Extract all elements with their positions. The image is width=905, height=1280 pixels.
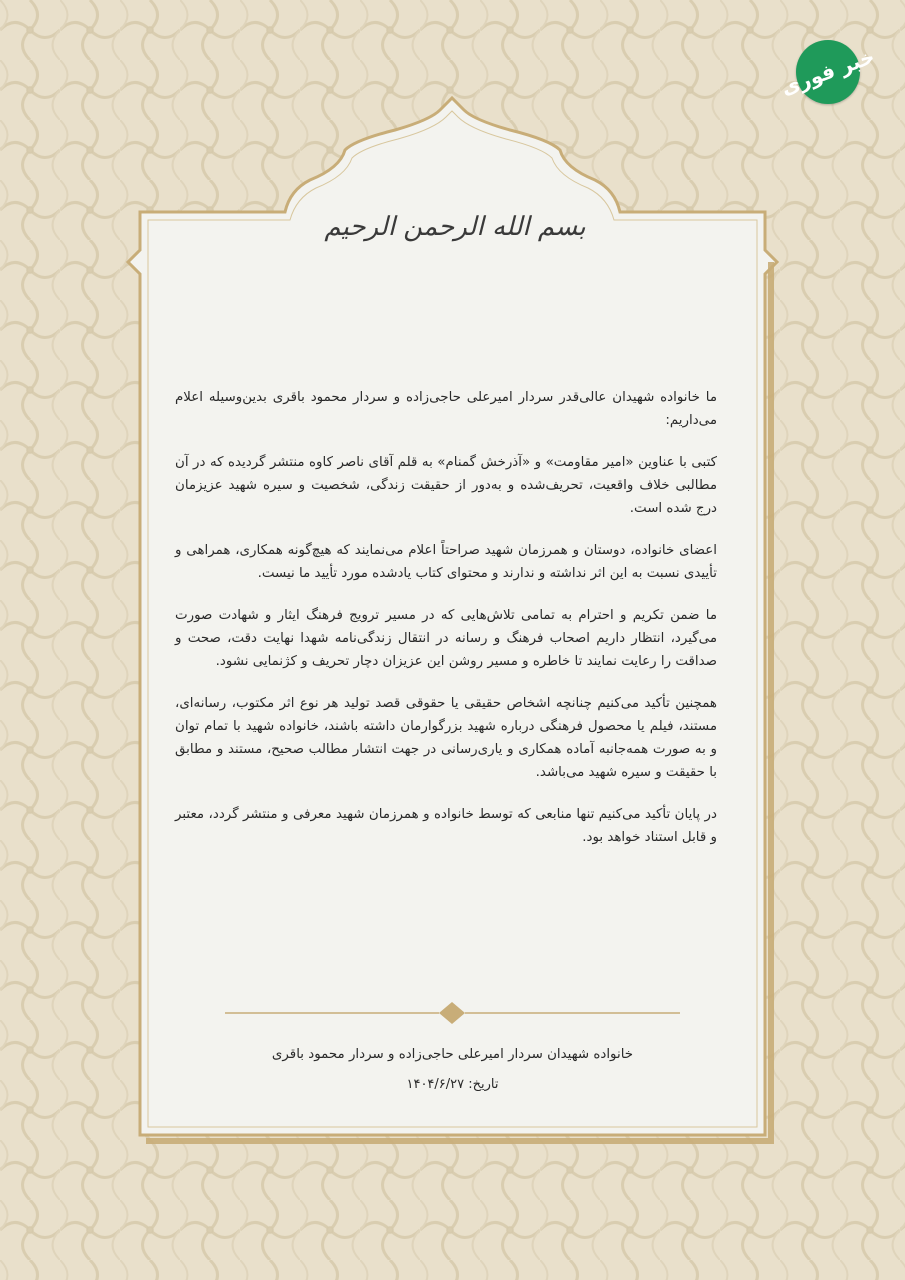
signature-date: تاریخ: ۱۴۰۴/۶/۲۷	[406, 1077, 499, 1092]
ornament-divider	[225, 1000, 680, 1030]
signature-block	[175, 1043, 730, 1097]
basmala: بسم الله الرحمن الرحیم	[324, 212, 586, 242]
paragraph-intro: ما خانواده شهیدان عالی‌قدر سردار امیرعلی حاجی‌زاده و سردار محمود باقری بدین‌وسیله اعلام می‌داریم:	[175, 390, 717, 428]
paragraph-cooperation: همچنین تأکید می‌کنیم چنانچه اشخاص حقیقی یا حقوقی قصد تولید هر نوع اثر مکتوب، رسانه‌ای، مستند، فیلم یا محصول فرهنگی درباره شهید بزرگوارمان داشته باشند، خانواده شهید با تمام توان و به صورت همه‌جانبه آماده همکاری و یاری‌رسانی در جهت انتشار مطالب صحیح، مستند و مطابق با حقیقت و سیره شهید می‌باشد.	[175, 696, 717, 780]
brand-logo	[778, 40, 878, 104]
paragraph-respect: ما ضمن تکریم و احترام به تمامی تلاش‌هایی که در مسیر ترویج فرهنگ ایثار و شهادت صورت می‌گیرد، انتظار داریم اصحاب فرهنگ و رسانه در انتقال زندگی‌نامه شهدا نهایت دقت، صحت و صداقت را رعایت نمایند تا خاطره و مسیر روشن این عزیزان دچار تحریف و کژنمایی نشود.	[175, 608, 717, 669]
logo-text: خبر فوری	[778, 44, 878, 100]
paragraph-closing: در پایان تأکید می‌کنیم تنها منابعی که توسط خانواده و همرزمان شهید معرفی و منتشر گردد، معتبر و قابل استناد خواهد بود.	[175, 807, 717, 845]
signature-name: خانواده شهیدان سردار امیرعلی حاجی‌زاده و سردار محمود باقری	[271, 1047, 634, 1062]
paragraph-books: کتبی با عناوین «امیر مقاومت» و «آذرخش گمنام» به قلم آقای ناصر کاوه منتشر گردیده که در آن مطالبی خلاف واقعیت، تحریف‌شده و به‌دور از حقیقت زندگی، شخصیت و سیره شهید عزیزمان درج شده است.	[175, 455, 717, 516]
statement-body	[175, 386, 717, 868]
paragraph-family: اعضای خانواده، دوستان و همرزمان شهید صراحتاً اعلام می‌نمایند که هیچ‌گونه همکاری، همراهی و تأییدی نسبت به این اثر نداشته و ندارند و محتوای کتاب یادشده مورد تأیید ما نیست.	[175, 543, 717, 581]
